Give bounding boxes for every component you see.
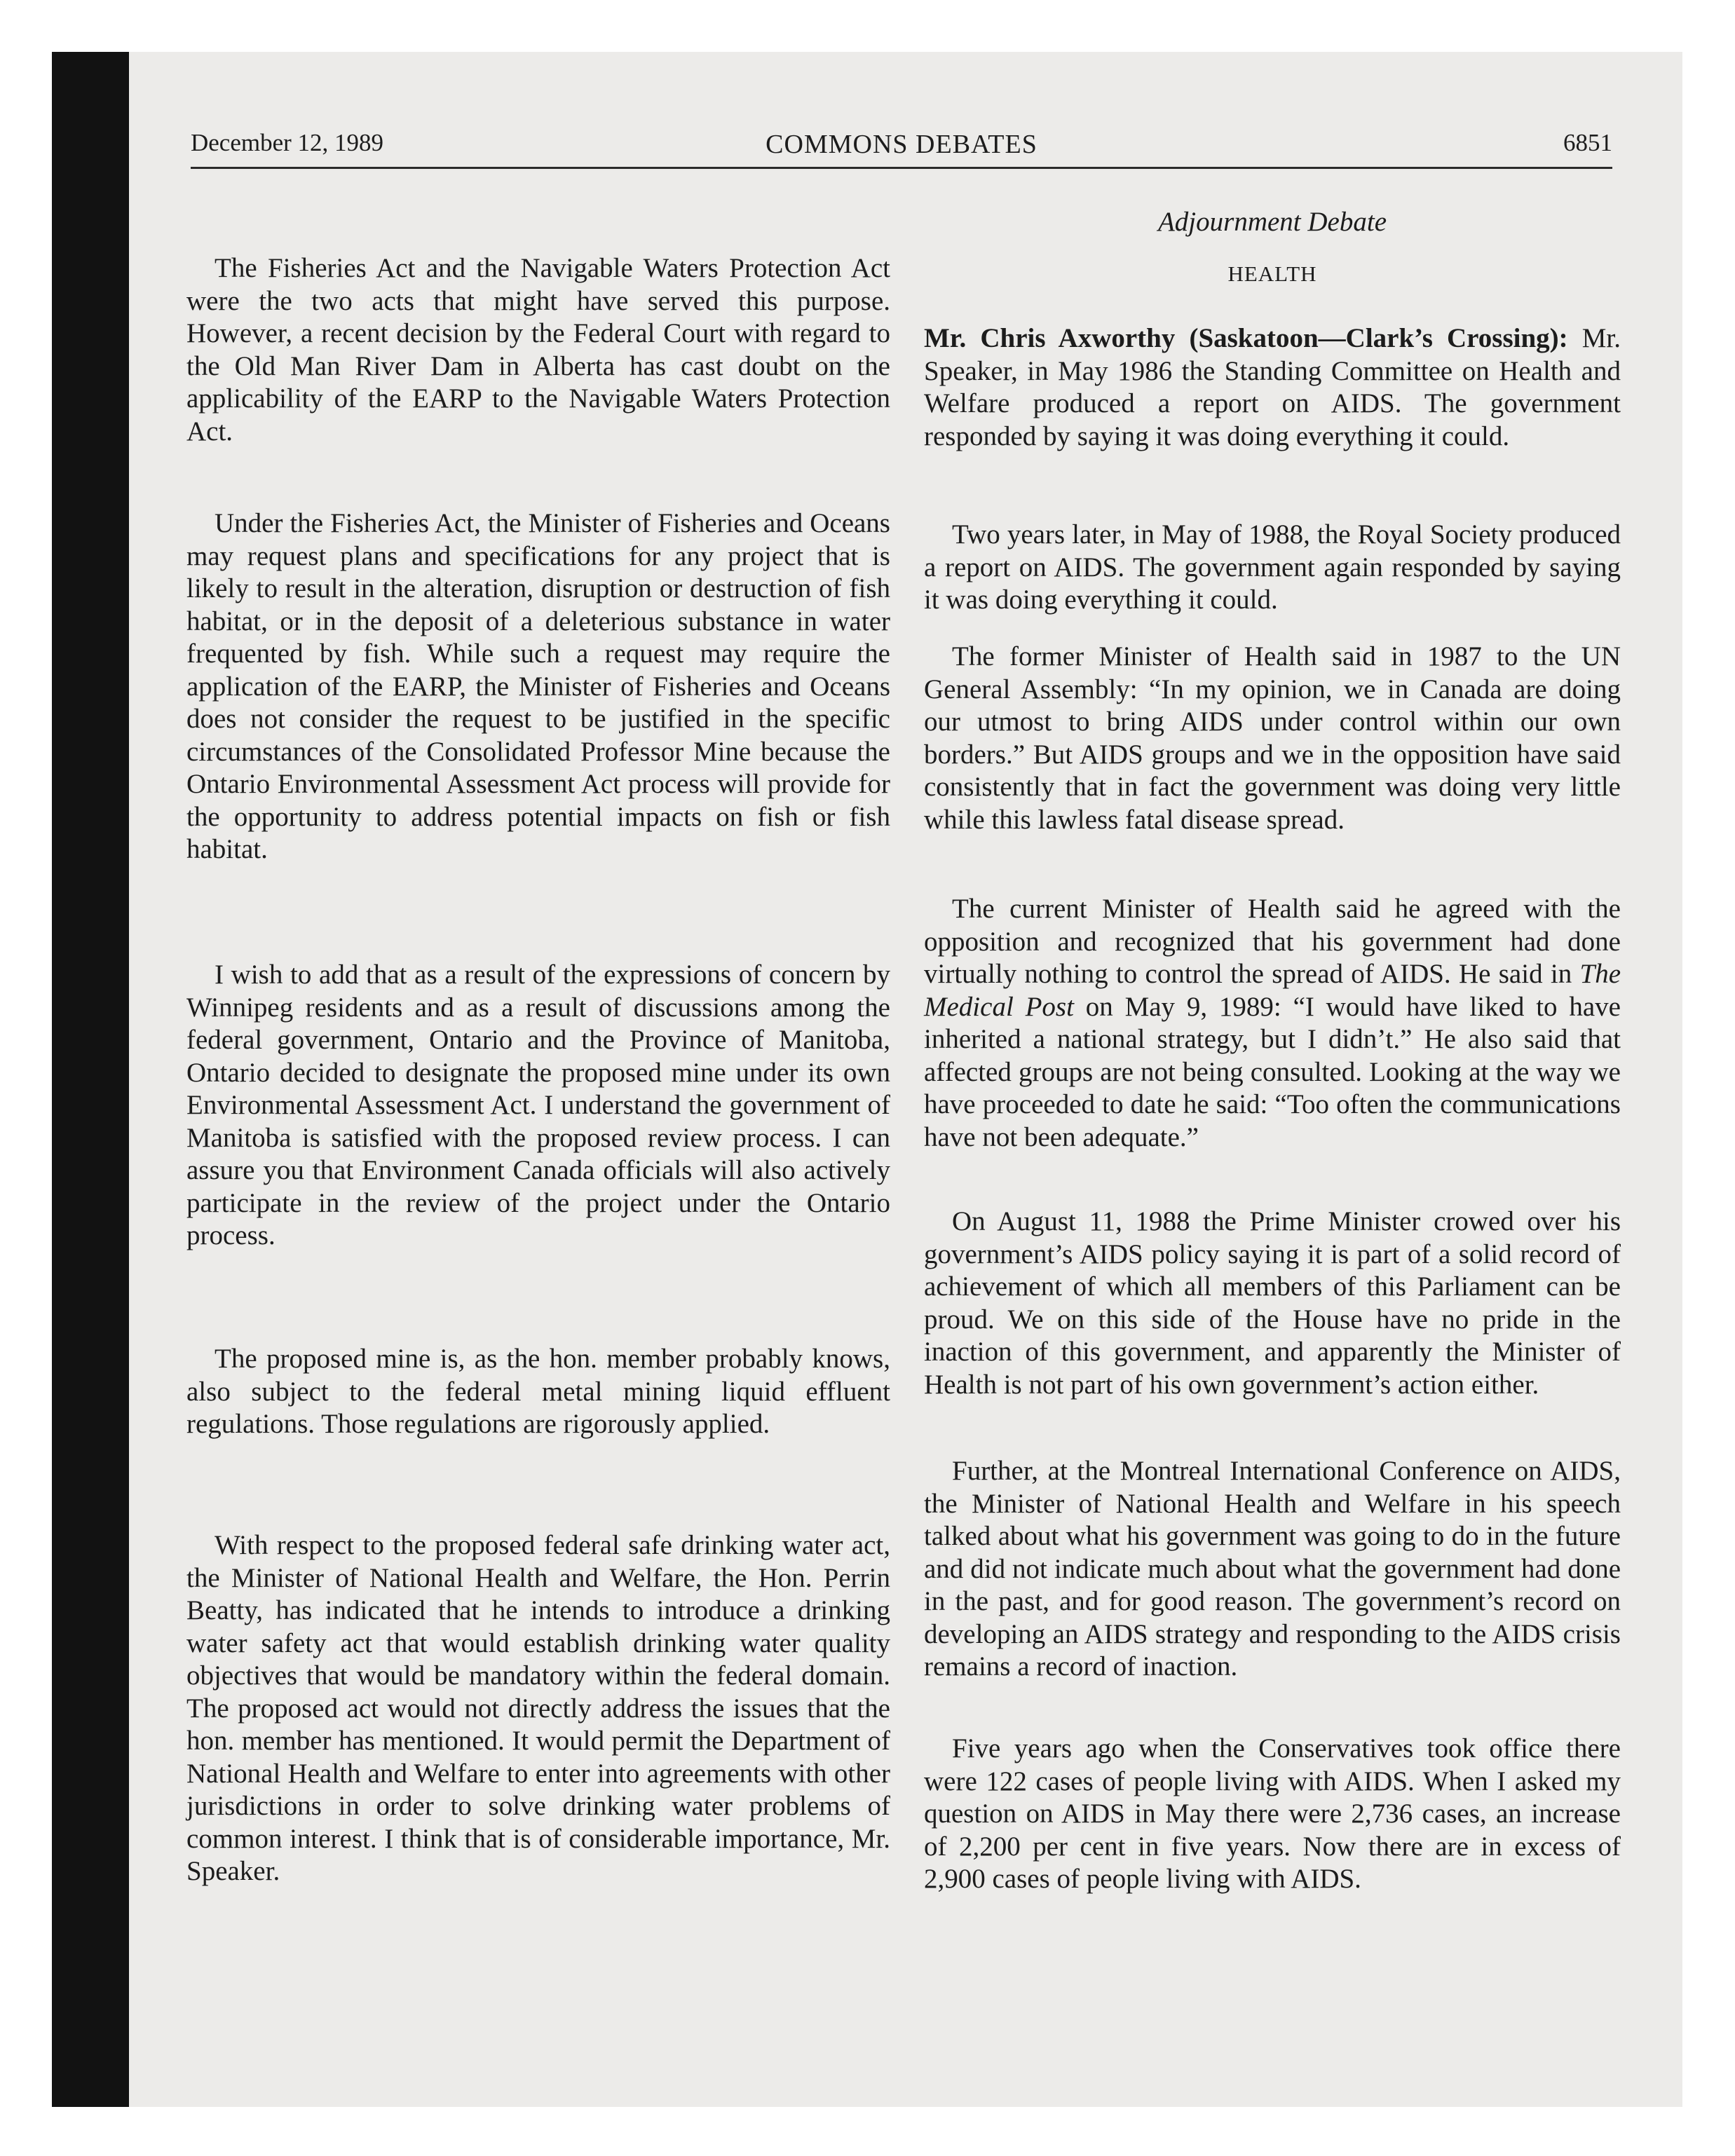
medical-post-text-before: The current Minister of Health said he agreed with the opposition and recognized that his government had done virtually nothing to control the spread of AIDS. He said in	[924, 894, 1621, 989]
speaker-text: Mr. Speaker, in May 1986 the Standing Committee on Health and Welfare produced a report on AIDS. The government responded by saying it was doing everything it could.	[924, 323, 1621, 451]
right-paragraph-5: Further, at the Montreal International Conference on AIDS, the Minister of National Health and Welfare in his speech talked about what his government was going to do in the future and did not indicate much about what the government had done in the past, and for good reason. The government’s record on developing an AIDS strategy and responding to the AIDS crisis remains a record of inaction.	[924, 1456, 1621, 1681]
subsection-title: HEALTH	[1227, 261, 1317, 286]
section-title: Adjournment Debate	[1157, 207, 1387, 237]
right-paragraph-4: On August 11, 1988 the Prime Minister crowed over his government’s AIDS policy saying it is part of a solid record of achievement of which all members of this Parliament can be proud. We on this side of the House have no pride in the inaction of this government, and apparently the Minister of Health is not part of his own government’s action either.	[924, 1206, 1621, 1400]
header-title: COMMONS DEBATES	[766, 130, 1037, 159]
speaker-paragraph	[924, 322, 1621, 453]
page-number: 6851	[1563, 129, 1612, 156]
right-paragraph-6: Five years ago when the Conservatives took office there were 122 cases of people living with AIDS. When I asked my question on AIDS in May there were 2,736 cases, an increase of 2,200 per cent in five years. Now there are in excess of 2,900 cases of people living with AIDS.	[924, 1733, 1621, 1894]
header-date: December 12, 1989	[191, 129, 384, 156]
medical-post-text-after: on May 9, 1989: “I would have liked to have inherited a national strategy, but I didn’t.” He also said that affected groups are not being consulted. Looking at the way we have proceeded to date he said: “Too often the communications have not been adequate.”	[924, 991, 1621, 1152]
left-paragraph-2: Under the Fisheries Act, the Minister of Fisheries and Oceans may request plans and specifications for any project that is likely to result in the alteration, disruption or destruction of fish habitat, or in the deposit of a deleterious substance in water frequented by fish. While such a request may require the application of the EARP, the Minister of Fisheries and Oceans does not consider the request to be justified in the specific circumstances of the Consolidated Professor Mine because the Ontario Environmental Assessment Act process will provide for the opportunity to address potential impacts on fish or fish habitat.	[186, 508, 890, 864]
left-paragraph-5: With respect to the proposed federal safe drinking water act, the Minister of National Health and Welfare, the Hon. Perrin Beatty, has indicated that he intends to introduce a drinking water safety act that would establish drinking water quality objectives that would be mandatory within the federal domain. The proposed act would not directly address the issues that the hon. member has mentioned. It would permit the Department of National Health and Welfare to enter into agreements with other jurisdictions in order to solve drinking water problems of common interest. I think that is of considerable importance, Mr. Speaker.	[186, 1530, 890, 1886]
left-paragraph-4: The proposed mine is, as the hon. member probably knows, also subject to the federal metal mining liquid effluent regulations. Those regulations are rigorously applied.	[186, 1344, 890, 1439]
publication-title: The Medical Post	[924, 959, 1621, 1022]
right-paragraph-3	[924, 893, 1621, 1154]
book-binding-edge	[52, 52, 129, 2107]
right-paragraph-1: Two years later, in May of 1988, the Royal Society produced a report on AIDS. The government again responded by saying it was doing everything it could.	[924, 519, 1621, 615]
speaker-name: Mr. Chris Axworthy (Saskatoon—Clark’s Crossing):	[924, 323, 1568, 353]
page-header	[191, 123, 1612, 169]
left-paragraph-3: I wish to add that as a result of the expressions of concern by Winnipeg residents and as a result of discussions among the federal government, Ontario and the Province of Manitoba, Ontario decided to designate the proposed mine under its own Environmental Assessment Act. I understand the government of Manitoba is satisfied with the proposed review process. I can assure you that Environment Canada officials will also actively participate in the review of the project under the Ontario process.	[186, 960, 890, 1250]
right-paragraph-2: The former Minister of Health said in 1987 to the UN General Assembly: “In my opinion, we in Canada are doing our utmost to bring AIDS under control within our own borders.” But AIDS groups and we in the opposition have said consistently that in fact the government was doing very little while this lawless fatal disease spread.	[924, 641, 1621, 835]
left-paragraph-1: The Fisheries Act and the Navigable Waters Protection Act were the two acts that might have served this purpose. However, a recent decision by the Federal Court with regard to the Old Man River Dam in Alberta has cast doubt on the applicability of the EARP to the Navigable Waters Protection Act.	[186, 253, 890, 446]
